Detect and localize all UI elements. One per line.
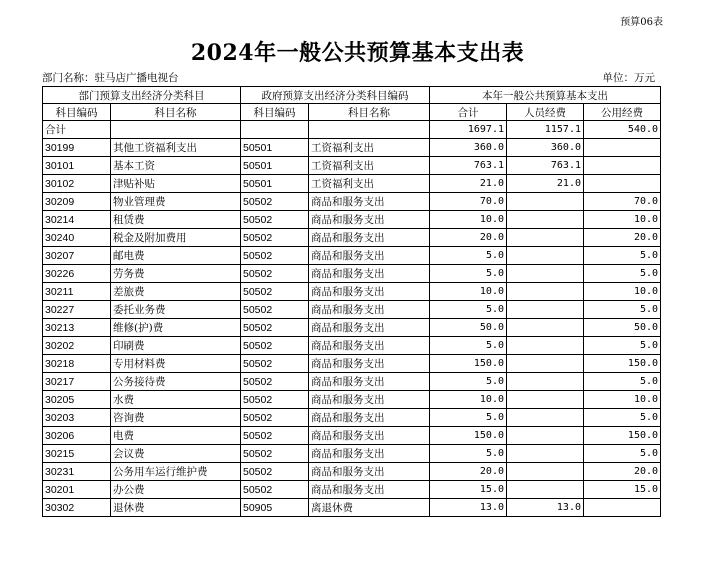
gov-name-cell: 商品和服务支出 <box>309 247 430 265</box>
public-cell: 5.0 <box>584 373 661 391</box>
public-cell <box>584 139 661 157</box>
gov-code-cell: 50502 <box>241 247 309 265</box>
gov-group-header: 政府预算支出经济分类科目编码 <box>241 87 430 104</box>
gov-code-cell: 50502 <box>241 391 309 409</box>
dept-name-cell: 税金及附加费用 <box>111 229 241 247</box>
gov-name-cell: 工资福利支出 <box>309 157 430 175</box>
table-number-label: 预算06表 <box>620 17 663 28</box>
public-cell: 15.0 <box>584 481 661 499</box>
column-header: 合计 <box>430 104 507 121</box>
gov-name-cell: 商品和服务支出 <box>309 319 430 337</box>
sum-cell: 360.0 <box>430 139 507 157</box>
table-row <box>43 283 661 301</box>
gov-code-cell: 50502 <box>241 373 309 391</box>
table-row <box>43 445 661 463</box>
table-cell <box>111 121 241 139</box>
dept-code-cell: 30203 <box>43 409 111 427</box>
sum-cell: 10.0 <box>430 283 507 301</box>
sum-cell: 21.0 <box>430 175 507 193</box>
gov-code-cell: 50501 <box>241 157 309 175</box>
public-cell: 70.0 <box>584 193 661 211</box>
dept-code-cell: 30201 <box>43 481 111 499</box>
dept-code-cell: 30215 <box>43 445 111 463</box>
dept-code-cell: 30240 <box>43 229 111 247</box>
sum-cell: 5.0 <box>430 445 507 463</box>
personnel-cell <box>507 211 584 229</box>
public-cell: 5.0 <box>584 301 661 319</box>
gov-code-cell: 50502 <box>241 265 309 283</box>
public-cell <box>584 175 661 193</box>
gov-code-cell: 50502 <box>241 283 309 301</box>
sum-cell: 15.0 <box>430 481 507 499</box>
column-header: 人员经费 <box>507 104 584 121</box>
gov-name-cell: 商品和服务支出 <box>309 301 430 319</box>
personnel-cell <box>507 319 584 337</box>
gov-code-cell: 50502 <box>241 211 309 229</box>
sum-cell: 10.0 <box>430 211 507 229</box>
public-cell: 10.0 <box>584 283 661 301</box>
table-row <box>43 463 661 481</box>
personnel-cell <box>507 481 584 499</box>
budget-table <box>42 86 661 517</box>
column-header: 科目名称 <box>111 104 241 121</box>
public-cell <box>584 499 661 517</box>
sum-cell: 10.0 <box>430 391 507 409</box>
dept-code-cell: 30101 <box>43 157 111 175</box>
personnel-cell: 763.1 <box>507 157 584 175</box>
gov-code-cell: 50502 <box>241 301 309 319</box>
gov-name-cell: 商品和服务支出 <box>309 193 430 211</box>
total-personnel-cell: 1157.1 <box>507 121 584 139</box>
gov-name-cell: 商品和服务支出 <box>309 409 430 427</box>
personnel-cell <box>507 391 584 409</box>
department-name: 部门名称：驻马店广播电视台 <box>42 72 179 84</box>
dept-code-cell: 30214 <box>43 211 111 229</box>
table-row <box>43 301 661 319</box>
gov-name-cell: 商品和服务支出 <box>309 391 430 409</box>
public-cell: 5.0 <box>584 247 661 265</box>
total-row <box>43 121 661 139</box>
table-row <box>43 373 661 391</box>
table-row <box>43 265 661 283</box>
gov-name-cell: 商品和服务支出 <box>309 211 430 229</box>
dept-name-cell: 租赁费 <box>111 211 241 229</box>
dept-code-cell: 30218 <box>43 355 111 373</box>
gov-name-cell: 工资福利支出 <box>309 139 430 157</box>
dept-name-cell: 专用材料费 <box>111 355 241 373</box>
public-cell: 5.0 <box>584 409 661 427</box>
gov-code-cell: 50502 <box>241 229 309 247</box>
gov-name-cell: 商品和服务支出 <box>309 427 430 445</box>
sum-cell: 763.1 <box>430 157 507 175</box>
table-cell <box>309 121 430 139</box>
dept-name-cell: 咨询费 <box>111 409 241 427</box>
dept-code-cell: 30207 <box>43 247 111 265</box>
gov-code-cell: 50501 <box>241 139 309 157</box>
table-row <box>43 229 661 247</box>
sum-cell: 70.0 <box>430 193 507 211</box>
table-row <box>43 211 661 229</box>
dept-name-cell: 电费 <box>111 427 241 445</box>
dept-name-cell: 公务用车运行维护费 <box>111 463 241 481</box>
table-row <box>43 481 661 499</box>
dept-name-cell: 印刷费 <box>111 337 241 355</box>
dept-code-cell: 30102 <box>43 175 111 193</box>
personnel-cell <box>507 463 584 481</box>
dept-code-cell: 30202 <box>43 337 111 355</box>
dept-code-cell: 30213 <box>43 319 111 337</box>
personnel-cell <box>507 301 584 319</box>
gov-name-cell: 商品和服务支出 <box>309 481 430 499</box>
sum-cell: 150.0 <box>430 427 507 445</box>
gov-name-cell: 商品和服务支出 <box>309 463 430 481</box>
personnel-cell <box>507 193 584 211</box>
table-row <box>43 193 661 211</box>
table-cell <box>241 121 309 139</box>
group-header-row <box>43 87 661 104</box>
page-title: 2024年一般公共预算基本支出表 <box>190 40 525 66</box>
total-label: 合计 <box>43 121 111 139</box>
dept-name-cell: 物业管理费 <box>111 193 241 211</box>
budget-group-header: 本年一般公共预算基本支出 <box>430 87 661 104</box>
column-header: 科目名称 <box>309 104 430 121</box>
dept-name-cell: 其他工资福利支出 <box>111 139 241 157</box>
gov-code-cell: 50502 <box>241 355 309 373</box>
sum-cell: 5.0 <box>430 247 507 265</box>
dept-name-cell: 水费 <box>111 391 241 409</box>
personnel-cell <box>507 283 584 301</box>
sum-cell: 5.0 <box>430 373 507 391</box>
sum-cell: 20.0 <box>430 229 507 247</box>
dept-code-cell: 30199 <box>43 139 111 157</box>
sum-cell: 5.0 <box>430 301 507 319</box>
personnel-cell <box>507 265 584 283</box>
dept-name-cell: 退休费 <box>111 499 241 517</box>
personnel-cell <box>507 427 584 445</box>
dept-name-cell: 邮电费 <box>111 247 241 265</box>
public-cell: 5.0 <box>584 337 661 355</box>
dept-name-cell: 办公费 <box>111 481 241 499</box>
personnel-cell <box>507 229 584 247</box>
gov-name-cell: 商品和服务支出 <box>309 373 430 391</box>
public-cell: 150.0 <box>584 427 661 445</box>
dept-code-cell: 30217 <box>43 373 111 391</box>
gov-name-cell: 商品和服务支出 <box>309 337 430 355</box>
gov-name-cell: 商品和服务支出 <box>309 283 430 301</box>
public-cell: 10.0 <box>584 211 661 229</box>
gov-code-cell: 50502 <box>241 427 309 445</box>
dept-code-cell: 30205 <box>43 391 111 409</box>
gov-name-cell: 商品和服务支出 <box>309 355 430 373</box>
table-row <box>43 157 661 175</box>
gov-code-cell: 50502 <box>241 463 309 481</box>
personnel-cell <box>507 337 584 355</box>
personnel-cell: 360.0 <box>507 139 584 157</box>
column-header: 科目编码 <box>241 104 309 121</box>
gov-code-cell: 50502 <box>241 409 309 427</box>
gov-code-cell: 50502 <box>241 193 309 211</box>
gov-name-cell: 工资福利支出 <box>309 175 430 193</box>
public-cell <box>584 157 661 175</box>
dept-code-cell: 30302 <box>43 499 111 517</box>
table-row <box>43 139 661 157</box>
dept-name-cell: 委托业务费 <box>111 301 241 319</box>
dept-name-cell: 劳务费 <box>111 265 241 283</box>
dept-name-cell: 维修(护)费 <box>111 319 241 337</box>
dept-code-cell: 30206 <box>43 427 111 445</box>
dept-code-cell: 30227 <box>43 301 111 319</box>
sum-cell: 150.0 <box>430 355 507 373</box>
table-row <box>43 409 661 427</box>
sum-cell: 5.0 <box>430 265 507 283</box>
sum-cell: 5.0 <box>430 409 507 427</box>
table-row <box>43 319 661 337</box>
table-row <box>43 391 661 409</box>
unit-label: 单位：万元 <box>602 72 655 84</box>
table-row <box>43 247 661 265</box>
gov-code-cell: 50502 <box>241 445 309 463</box>
public-cell: 50.0 <box>584 319 661 337</box>
dept-name-cell: 会议费 <box>111 445 241 463</box>
table-row <box>43 499 661 517</box>
gov-code-cell: 50502 <box>241 319 309 337</box>
gov-code-cell: 50905 <box>241 499 309 517</box>
table-row <box>43 175 661 193</box>
dept-name-cell: 基本工资 <box>111 157 241 175</box>
personnel-cell: 13.0 <box>507 499 584 517</box>
public-cell: 5.0 <box>584 445 661 463</box>
public-cell: 20.0 <box>584 229 661 247</box>
table-row <box>43 355 661 373</box>
dept-name-cell: 津贴补贴 <box>111 175 241 193</box>
gov-name-cell: 商品和服务支出 <box>309 265 430 283</box>
sum-cell: 20.0 <box>430 463 507 481</box>
dept-group-header: 部门预算支出经济分类科目 <box>43 87 241 104</box>
personnel-cell <box>507 247 584 265</box>
table-row <box>43 427 661 445</box>
public-cell: 150.0 <box>584 355 661 373</box>
gov-code-cell: 50501 <box>241 175 309 193</box>
sum-cell: 13.0 <box>430 499 507 517</box>
public-cell: 5.0 <box>584 265 661 283</box>
personnel-cell <box>507 445 584 463</box>
dept-code-cell: 30211 <box>43 283 111 301</box>
dept-code-cell: 30209 <box>43 193 111 211</box>
personnel-cell <box>507 409 584 427</box>
sum-cell: 5.0 <box>430 337 507 355</box>
personnel-cell <box>507 373 584 391</box>
public-cell: 10.0 <box>584 391 661 409</box>
personnel-cell: 21.0 <box>507 175 584 193</box>
table-row <box>43 337 661 355</box>
total-public-cell: 540.0 <box>584 121 661 139</box>
gov-name-cell: 离退休费 <box>309 499 430 517</box>
dept-code-cell: 30231 <box>43 463 111 481</box>
public-cell: 20.0 <box>584 463 661 481</box>
column-header: 科目编码 <box>43 104 111 121</box>
personnel-cell <box>507 355 584 373</box>
dept-code-cell: 30226 <box>43 265 111 283</box>
column-header: 公用经费 <box>584 104 661 121</box>
gov-code-cell: 50502 <box>241 337 309 355</box>
total-sum-cell: 1697.1 <box>430 121 507 139</box>
sum-cell: 50.0 <box>430 319 507 337</box>
gov-name-cell: 商品和服务支出 <box>309 229 430 247</box>
gov-code-cell: 50502 <box>241 481 309 499</box>
column-header-row <box>43 104 661 121</box>
dept-name-cell: 公务接待费 <box>111 373 241 391</box>
dept-name-cell: 差旅费 <box>111 283 241 301</box>
gov-name-cell: 商品和服务支出 <box>309 445 430 463</box>
